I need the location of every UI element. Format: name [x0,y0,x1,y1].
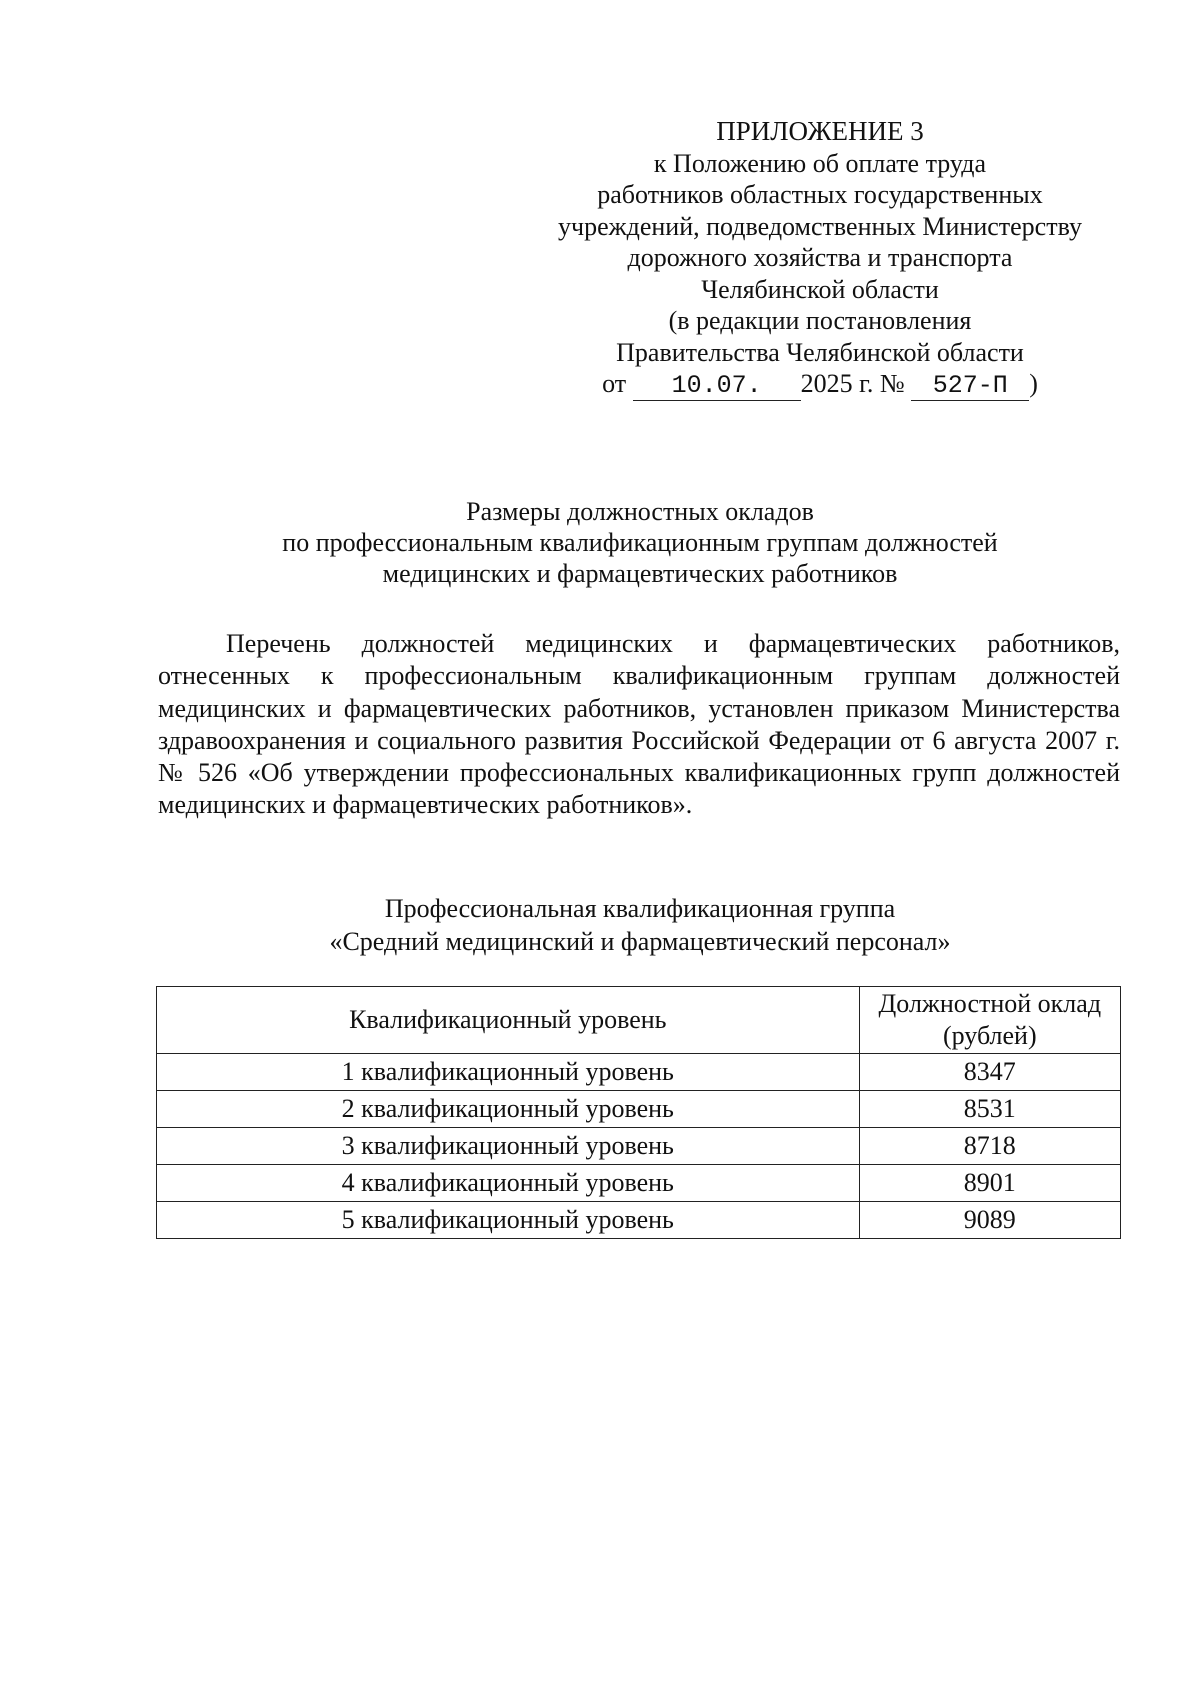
body-paragraph: Перечень должностей медицинских и фармацевтических работников, отнесенных к профессиональным квалификационным группам должностей медицинских и фармацевтических работников, установлен приказом Министерства здравоохранения и социального развития Российской Федерации от 6 августа 2007 г. № 526 «Об утверждении профессиональных квалификационных групп должностей медицинских и фармацевтических работников». [158,629,1120,820]
table-row [157,1054,1121,1091]
header-salary-unit: (рублей) [942,1021,1037,1050]
annex-line: Челябинской области [701,274,939,304]
group-title-line: Профессиональная квалификационная группа [384,894,896,923]
header-level: Квалификационный уровень [157,987,860,1054]
decree-number: 527-П [911,372,1029,401]
table-row [157,1202,1121,1239]
table-row [157,1165,1121,1202]
document-heading [160,496,1120,589]
cell-level: 5 квалификационный уровень [157,1202,860,1239]
annex-line: к Положению об оплате труда [653,148,987,178]
closing-paren: ) [1029,369,1038,398]
annex-date-row [530,368,1110,401]
cell-salary: 8531 [859,1091,1120,1128]
cell-salary: 8901 [859,1165,1120,1202]
header-salary-line: Должностной оклад [878,989,1102,1018]
header-salary [859,987,1120,1054]
cell-salary: 9089 [859,1202,1120,1239]
year-text: 2025 г. № [800,369,905,398]
heading-line: Размеры должностных окладов [466,497,814,526]
cell-level: 4 квалификационный уровень [157,1165,860,1202]
group-title [160,892,1120,958]
table-header-row [157,987,1121,1054]
annex-line: учреждений, подведомственных Министерству [558,211,1082,241]
cell-level: 2 квалификационный уровень [157,1091,860,1128]
annex-line: дорожного хозяйства и транспорта [627,243,1013,272]
table-row [157,1091,1121,1128]
cell-level: 3 квалификационный уровень [157,1128,860,1165]
group-title-line: «Средний медицинский и фармацевтический персонал» [329,927,951,956]
date-prefix: от [602,369,627,398]
date-value: 10.07. [633,372,801,401]
annex-line: (в редакции постановления [668,306,972,335]
annex-line: работников областных государственных [597,180,1043,209]
annex-title: ПРИЛОЖЕНИЕ 3 [716,116,924,146]
annex-line: Правительства Челябинской области [616,337,1024,367]
salary-table [156,986,1121,1239]
table-row [157,1128,1121,1165]
cell-salary: 8718 [859,1128,1120,1165]
heading-line: медицинских и фармацевтических работников [382,559,898,588]
annex-block [530,116,1110,401]
cell-salary: 8347 [859,1054,1120,1091]
cell-level: 1 квалификационный уровень [157,1054,860,1091]
heading-line: по профессиональным квалификационным группам должностей [282,528,998,557]
